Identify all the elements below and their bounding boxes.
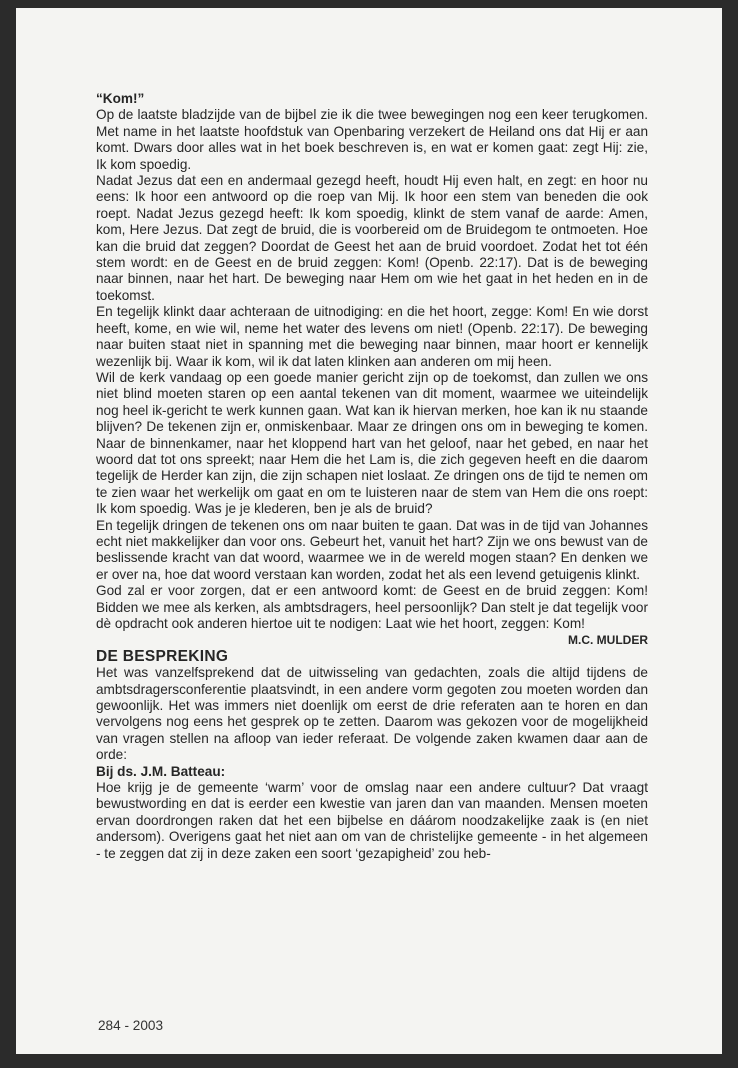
paragraph: En tegelijk klinkt daar achteraan de uitnodiging: en die het hoort, zegge: Kom! En wie dorst heeft, kome, en wie wil, neme het water des levens om niet! (Openb. 22:17). De beweging naar buiten staat niet in spanning met die beweging naar binnen, maar hoort er kennelijk wezenlijk bij. Waar ik kom, wil ik dat laten klinken aan anderen om mij heen. bbox=[96, 304, 648, 369]
section-intro: Het was vanzelfsprekend dat de uitwisseling van gedachten, zoals die altijd tijdens de ambtsdragersconferentie plaatsvindt, in een andere vorm gegoten zou moeten worden dan gewoonlijk. Het was immers niet doenlijk om eerst de drie referaten aan te horen en dan vervolgens nog eens het gesprek op te zetten. Daarom was gekozen voor de mogelijkheid van vragen stellen na afloop van ieder referaat. De volgende zaken kwamen daar aan de orde: bbox=[96, 665, 648, 763]
article-title: “Kom!” bbox=[96, 91, 145, 106]
section-title: DE BESPREKING bbox=[96, 647, 229, 665]
author-signature: M.C. MULDER bbox=[568, 633, 648, 648]
subheading-text: Hoe krijg je de gemeente ‘warm’ voor de omslag naar een andere cultuur? Dat vraagt bewustwording en dat is eerder een kwestie van jaren dan van maanden. Mensen moeten ervan doordrongen raken dat het een bijbelse en dáárom noodzakelijke zaak is (en niet andersom). Overigens gaat het niet aan om van de christelijke gemeente - in het algemeen - te zeggen dat zij in deze zaken een soort ‘gezapigheid’ zou heb- bbox=[96, 780, 648, 861]
text-column bbox=[96, 91, 648, 862]
paragraph: Op de laatste bladzijde van de bijbel zie ik die twee bewegingen nog een keer terugkomen. Met name in het laatste hoofdstuk van Openbaring verzekert de Heiland ons dat Hij er aan komt. Dwars door alles wat in het boek beschreven is, en wat er komen gaat: zegt Hij: zie, Ik kom spoedig. bbox=[96, 107, 648, 172]
paragraph: Nadat Jezus dat een en andermaal gezegd heeft, houdt Hij even halt, en zegt: en hoor nu eens: Ik hoor een antwoord op die roep van Mij. Ik hoor een stem van beneden die ook roept. Nadat Jezus gezegd heeft: Ik kom spoedig, klinkt de stem vanaf de aarde: Amen, kom, Here Jezus. Dat zegt de bruid, die is voorbereid om de Bruidegom te ontmoeten. Hoe kan die bruid dat zeggen? Doordat de Geest het aan de bruid voordoet. Zodat het tot één stem wordt: en de Geest en de bruid zeggen: Kom! (Openb. 22:17). Dat is de beweging naar binnen, naar het hart. De beweging naar Hem om wie het gaat in het heden en in de toekomst. bbox=[96, 173, 648, 303]
paragraph: En tegelijk dringen de tekenen ons om naar buiten te gaan. Dat was in de tijd van Johannes echt niet makkelijker dan voor ons. Gebeurt het, vanuit het hart? Zijn we ons bewust van de beslissende kracht van dat woord, waarmee we in de wereld mogen staan? En denken we er over na, hoe dat woord verstaan kan worden, zodat het als een levend getuigenis klinkt. bbox=[96, 517, 648, 582]
page bbox=[16, 8, 722, 1054]
paragraph: God zal er voor zorgen, dat er een antwoord komt: de Geest en de bruid zeggen: Kom! Bidden we mee als kerken, als ambtsdragers, heel persoonlijk? Dan stelt je dat tegelijk voor dè opdracht ook anderen hiertoe uit te nodigen: Laat wie het hoort, zeggen: Kom! bbox=[96, 583, 648, 631]
subheading: Bij ds. J.M. Batteau: bbox=[96, 763, 226, 779]
page-number: 284 - 2003 bbox=[98, 1018, 164, 1033]
paragraph: Wil de kerk vandaag op een goede manier gericht zijn op de toekomst, dan zullen we ons niet blind moeten staren op een aantal tekenen van dit moment, waarmee we uiteindelijk nog heel ik-gericht te werk kunnen gaan. Wat kan ik hiervan merken, hoe kan ik nu staande blijven? De tekenen zijn er, onmiskenbaar. Maar ze dringen ons om in beweging te komen. Naar de binnenkamer, naar het kloppend hart van het geloof, naar het gebed, en naar het woord dat tot ons spreekt; naar Hem die het Lam is, die zich gegeven heeft en die daarom tegelijk de Herder kan zijn, die zijn schapen niet loslaat. Ze dringen ons de tijd te nemen om te zien waar het werkelijk om gaat en om te luisteren naar de stem van Hem die ons roept: Ik kom spoedig. Was je je klederen, ben je als de bruid? bbox=[96, 369, 648, 517]
